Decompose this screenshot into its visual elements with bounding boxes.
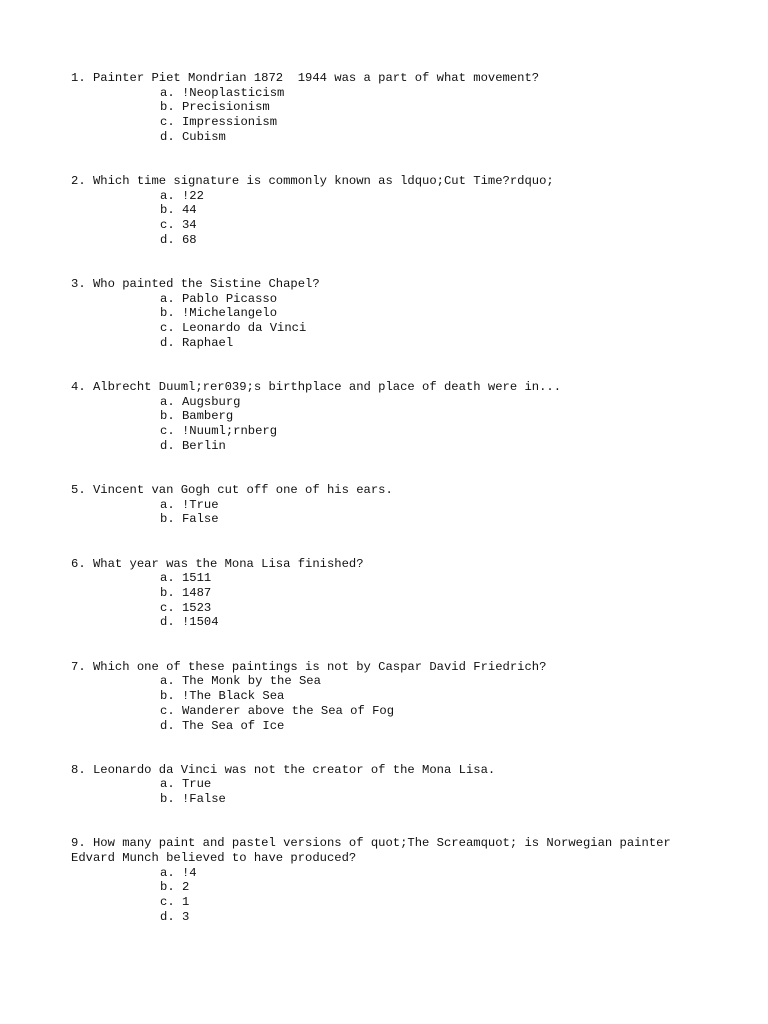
answer-option: c. Impressionism (160, 115, 278, 130)
question-text: 7. Which one of these paintings is not by Caspar David Friedrich? (71, 659, 547, 674)
answer-option: d. 68 (160, 232, 197, 247)
answer-option: b. 44 (160, 203, 197, 218)
answer-option: b. 1487 (160, 586, 212, 601)
question-2 (71, 174, 711, 248)
answer-options (71, 866, 711, 925)
answer-option: d. Berlin (160, 438, 226, 453)
question-text: 6. What year was the Mona Lisa finished? (71, 556, 364, 571)
question-4 (71, 380, 711, 454)
answer-option: b. !Michelangelo (160, 306, 278, 321)
answer-options (71, 777, 711, 806)
answer-option: a. !4 (160, 865, 197, 880)
quiz-document (71, 71, 711, 954)
question-text: 3. Who painted the Sistine Chapel? (71, 277, 320, 292)
answer-option: a. True (160, 777, 212, 792)
answer-option: b. 2 (160, 880, 190, 895)
answer-option: b. Precisionism (160, 100, 270, 115)
answer-option: a. Augsburg (160, 394, 241, 409)
answer-option: c. 34 (160, 218, 197, 233)
question-text: 8. Leonardo da Vinci was not the creator of the Mona Lisa. (71, 762, 496, 777)
answer-option: d. Raphael (160, 335, 234, 350)
question-7 (71, 660, 711, 734)
question-9 (71, 836, 711, 924)
answer-options (71, 498, 711, 527)
question-6 (71, 557, 711, 631)
answer-option: d. The Sea of Ice (160, 718, 285, 733)
answer-option: c. Leonardo da Vinci (160, 321, 307, 336)
question-5 (71, 483, 711, 527)
answer-option: d. Cubism (160, 129, 226, 144)
answer-option: d. !1504 (160, 615, 219, 630)
answer-option: a. !22 (160, 188, 204, 203)
answer-option: a. 1511 (160, 571, 212, 586)
answer-option: c. Wanderer above the Sea of Fog (160, 703, 395, 718)
answer-options (71, 86, 711, 145)
answer-options (71, 674, 711, 733)
question-1 (71, 71, 711, 145)
answer-option: c. 1 (160, 895, 190, 910)
answer-option: a. !True (160, 497, 219, 512)
question-text: 2. Which time signature is commonly known as ldquo;Cut Time?rdquo; (71, 174, 554, 189)
question-8 (71, 763, 711, 807)
question-3 (71, 277, 711, 351)
question-text: 9. How many paint and pastel versions of quot;The Screamquot; is Norwegian painter Edvard Munch believed to have produced? (71, 836, 679, 866)
answer-option: b. False (160, 512, 219, 527)
question-text: 4. Albrecht Duuml;rer039;s birthplace and place of death were in... (71, 380, 562, 395)
answer-options (71, 292, 711, 351)
answer-options (71, 189, 711, 248)
answer-option: a. Pablo Picasso (160, 291, 278, 306)
answer-option: a. !Neoplasticism (160, 85, 285, 100)
question-text: 5. Vincent van Gogh cut off one of his ears. (71, 483, 393, 498)
answer-option: a. The Monk by the Sea (160, 674, 321, 689)
answer-options (71, 395, 711, 454)
answer-option: d. 3 (160, 909, 190, 924)
answer-options (71, 571, 711, 630)
question-text: 1. Painter Piet Mondrian 1872 1944 was a part of what movement? (71, 71, 540, 85)
answer-option: c. 1523 (160, 600, 212, 615)
answer-option: b. !False (160, 792, 226, 807)
answer-option: b. !The Black Sea (160, 689, 285, 704)
answer-option: c. !Nuuml;rnberg (160, 424, 278, 439)
answer-option: b. Bamberg (160, 409, 234, 424)
